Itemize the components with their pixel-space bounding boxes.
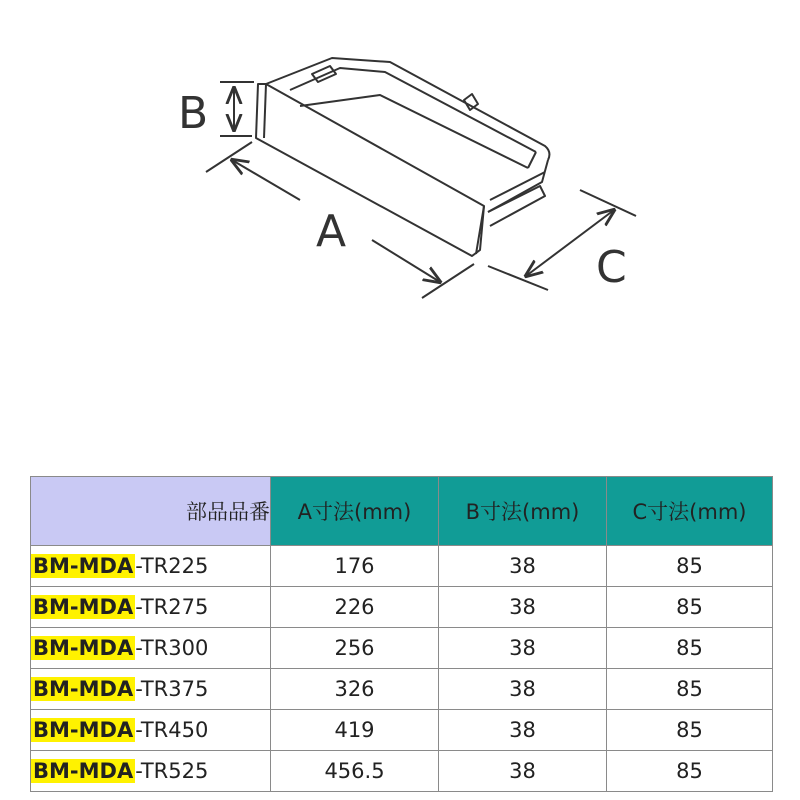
table-header-row bbox=[31, 477, 773, 546]
part-suffix: -TR275 bbox=[135, 595, 209, 619]
table-row bbox=[31, 628, 773, 669]
part-suffix: -TR300 bbox=[135, 636, 209, 660]
part-prefix: BM-MDA bbox=[33, 677, 134, 701]
header-b-dimension: B寸法(mm) bbox=[439, 477, 607, 546]
table-row bbox=[31, 751, 773, 792]
part-prefix: BM-MDA bbox=[33, 554, 134, 578]
c-dimension-cell: 85 bbox=[607, 546, 773, 587]
table-row bbox=[31, 669, 773, 710]
part-suffix: -TR225 bbox=[135, 554, 209, 578]
part-number-cell bbox=[31, 546, 271, 587]
part-number-cell bbox=[31, 628, 271, 669]
b-dimension-cell: 38 bbox=[439, 546, 607, 587]
header-a-dimension: A寸法(mm) bbox=[271, 477, 439, 546]
tray-drawing bbox=[256, 58, 549, 256]
dimension-spec-table bbox=[30, 476, 773, 792]
table-row bbox=[31, 546, 773, 587]
b-dimension-cell: 38 bbox=[439, 710, 607, 751]
c-dimension-cell: 85 bbox=[607, 628, 773, 669]
dimension-label-c: C bbox=[596, 242, 627, 293]
c-dimension-cell: 85 bbox=[607, 669, 773, 710]
part-prefix: BM-MDA bbox=[33, 636, 134, 660]
part-prefix: BM-MDA bbox=[33, 759, 134, 783]
dimension-label-a: A bbox=[316, 206, 347, 257]
b-dimension-cell: 38 bbox=[439, 587, 607, 628]
a-dimension-cell: 456.5 bbox=[271, 751, 439, 792]
part-prefix: BM-MDA bbox=[33, 595, 134, 619]
part-prefix: BM-MDA bbox=[33, 718, 134, 742]
a-dimension-cell: 176 bbox=[271, 546, 439, 587]
b-dimension-cell: 38 bbox=[439, 628, 607, 669]
c-dimension-cell: 85 bbox=[607, 587, 773, 628]
a-dimension-cell: 326 bbox=[271, 669, 439, 710]
part-number-cell bbox=[31, 669, 271, 710]
part-suffix: -TR525 bbox=[135, 759, 209, 783]
part-number-cell bbox=[31, 751, 271, 792]
a-dimension-cell: 419 bbox=[271, 710, 439, 751]
header-part-number: 部品品番 bbox=[31, 477, 271, 546]
part-suffix: -TR450 bbox=[135, 718, 209, 742]
table-row bbox=[31, 587, 773, 628]
a-dimension-cell: 256 bbox=[271, 628, 439, 669]
c-dimension-cell: 85 bbox=[607, 710, 773, 751]
header-c-dimension: C寸法(mm) bbox=[607, 477, 773, 546]
c-dimension-cell: 85 bbox=[607, 751, 773, 792]
table-row bbox=[31, 710, 773, 751]
part-number-cell bbox=[31, 710, 271, 751]
dimension-label-b: B bbox=[178, 88, 209, 139]
part-suffix: -TR375 bbox=[135, 677, 209, 701]
b-dimension-cell: 38 bbox=[439, 751, 607, 792]
a-dimension-cell: 226 bbox=[271, 587, 439, 628]
dimension-b bbox=[220, 82, 254, 136]
part-number-cell bbox=[31, 587, 271, 628]
b-dimension-cell: 38 bbox=[439, 669, 607, 710]
